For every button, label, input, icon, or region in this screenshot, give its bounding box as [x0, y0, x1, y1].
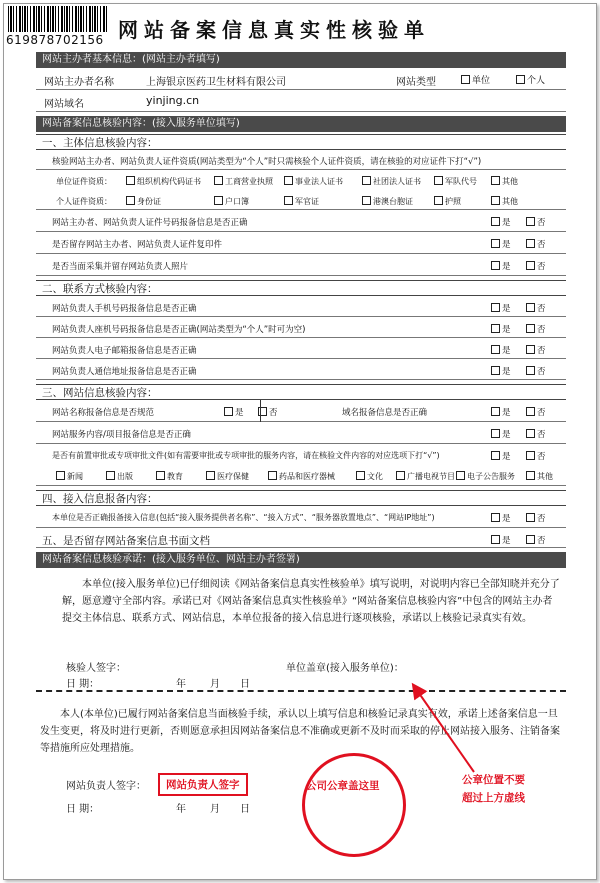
person-opt-1-label: 户口簿: [225, 197, 249, 206]
no-label: 否: [537, 452, 546, 462]
approval-opt-2-label: 教育: [167, 472, 183, 481]
section-commitment-header: 网站备案信息核验承诺：(接入服务单位、网站主办者签署): [36, 552, 566, 568]
part2-q1: 网站负责人手机号码报备信息是否正确: [52, 304, 197, 314]
part1-title: 一、主体信息核验内容：: [36, 134, 566, 150]
person-opt-2-label: 军官证: [295, 197, 319, 206]
unit-opt-4-label: 军队代号: [445, 177, 477, 186]
verifier-signature-label: 核验人签字：: [66, 663, 126, 674]
yes-label: 是: [502, 262, 511, 272]
note-line-2: 超过上方虚线: [462, 792, 525, 804]
part2-title: 二、联系方式核验内容：: [36, 280, 566, 296]
yes-label: 是: [235, 408, 244, 418]
person-opt-0-label: 身份证: [137, 197, 161, 206]
unit-opt-5-label: 其他: [502, 177, 518, 186]
sponsor-name-label: 网站主办者名称: [44, 77, 114, 88]
approval-opt-1-label: 出版: [117, 472, 133, 481]
person-opt-5-label: 其他: [502, 197, 518, 206]
part3-title: 三、网站信息核验内容：: [36, 384, 566, 400]
day-label-1: 日: [240, 679, 250, 690]
yes-label: 是: [502, 536, 511, 546]
domain-label: 网站域名: [44, 99, 84, 110]
yes-label: 是: [502, 325, 511, 335]
no-label: 否: [537, 346, 546, 356]
person-credentials-label: 个人证件资质：: [56, 197, 112, 206]
part4-title: 四、接入信息报备内容：: [36, 490, 566, 506]
no-label: 否: [537, 325, 546, 335]
owner-signature-hint: 网站负责人签字: [166, 779, 240, 791]
person-opt-3-label: 港澳台胞证: [373, 197, 413, 206]
date-label-2: 日 期：: [66, 804, 100, 815]
part3-q1b: 域名报备信息是否正确: [342, 408, 428, 418]
year-label-2: 年: [176, 804, 186, 815]
yes-label: 是: [502, 452, 511, 462]
yes-label: 是: [502, 430, 511, 440]
unit-credentials-label: 单位证件资质：: [56, 177, 112, 186]
no-label: 否: [537, 408, 546, 418]
yes-label: 是: [502, 218, 511, 228]
approval-opt-4-label: 药品和医疗器械: [279, 472, 335, 481]
part2-q4: 网站负责人通信地址报备信息是否正确: [52, 367, 197, 377]
person-opt-4-label: 护照: [445, 197, 461, 206]
yes-label: 是: [502, 367, 511, 377]
part1-q3: 是否留存网站主办者、网站负责人证件复印件: [52, 240, 223, 250]
date-label-1: 日 期：: [66, 679, 100, 690]
barcode-number: 619878702156: [6, 33, 104, 47]
approval-opt-7-label: 电子公告服务: [467, 472, 515, 481]
site-type-person-label: 个人: [527, 76, 546, 86]
part1-q2: 网站主办者、网站负责人证件号码报备信息是否正确: [52, 218, 248, 228]
unit-opt-3-label: 社团法人证书: [373, 177, 421, 186]
day-label-2: 日: [240, 804, 250, 815]
approval-opt-8-label: 其他: [537, 472, 553, 481]
part3-q2: 网站服务内容/项目报备信息是否正确: [52, 430, 191, 440]
no-label: 否: [537, 218, 546, 228]
part2-q3: 网站负责人电子邮箱报备信息是否正确: [52, 346, 197, 356]
yes-label: 是: [502, 408, 511, 418]
part2-q2: 网站负责人座机号码报备信息是否正确(网站类型为“个人”时可为空): [52, 325, 306, 335]
part1-q4: 是否当面采集并留存网站负责人照片: [52, 262, 189, 272]
month-label-2: 月: [210, 804, 220, 815]
seal-hint: 公司公章盖这里: [306, 780, 380, 792]
no-label: 否: [537, 304, 546, 314]
arrow-icon: [414, 686, 474, 772]
site-type-unit-label: 单位: [472, 76, 491, 86]
unit-stamp-label: 单位盖章(接入服务单位)：: [286, 663, 404, 674]
no-label: 否: [537, 240, 546, 250]
yes-label: 是: [502, 240, 511, 250]
approval-opt-0-label: 新闻: [67, 472, 83, 481]
sponsor-name-value: 上海银京医药卫生材料有限公司: [146, 77, 286, 88]
commitment-paragraph-1: 本单位(接入服务单位)已仔细阅读《网站备案信息真实性核验单》填写说明，对说明内容已全部知晓并充分了解，愿意遵守全部内容。承诺已对《网站备案信息真实性核验单》“网站备案信息核验内容”中包含的网站主办者提交主体信息、联系方式、网站信息，本单位报备的接入信息进行逐项核验，承诺以上核验记录真实有效。: [62, 579, 560, 624]
month-label-1: 月: [210, 679, 220, 690]
site-type-label: 网站类型: [396, 77, 436, 88]
approval-opt-3-label: 医疗保健: [217, 472, 249, 481]
part1-q1: 核验网站主办者、网站负责人证件资质(网站类型为“个人”时只需核验个人证件资质，请在核验的对应证件下打“√”): [52, 157, 482, 167]
section-verify-header: 网站备案信息核验内容：(接入服务单位填写): [36, 116, 566, 132]
domain-value: yinjing.cn: [146, 94, 200, 107]
no-label: 否: [269, 408, 278, 418]
part3-q3: 是否有前置审批或专项审批文件(如有需要审批或专项审批的服务内容，请在核验文件内容的对应选项下打“√”): [52, 451, 440, 460]
no-label: 否: [537, 367, 546, 377]
yes-label: 是: [502, 514, 511, 524]
unit-opt-2-label: 事业法人证书: [295, 177, 343, 186]
year-label-1: 年: [176, 679, 186, 690]
yes-label: 是: [502, 304, 511, 314]
part3-q1: 网站名称报备信息是否规范: [52, 408, 155, 418]
section-sponsor-info-header: 网站主办者基本信息：(网站主办者填写): [36, 52, 566, 68]
approval-opt-6-label: 广播电视节目: [407, 472, 455, 481]
part5-title: 五、是否留存网站备案信息书面文档: [42, 535, 210, 547]
form-title: 网站备案信息真实性核验单: [118, 18, 430, 42]
commitment-paragraph-2: 本人(本单位)已履行网站备案信息当面核验手续，承认以上填写信息和核验记录真实有效，承诺上述备案信息一旦发生变更，将及时进行更新，否则愿意承担因网站备案信息不准确或更新不及时而采取的停止网站接入服务、注销备案等措施所应处理措施。: [40, 709, 560, 754]
no-label: 否: [537, 430, 546, 440]
note-line-1: 公章位置不要: [462, 774, 525, 786]
no-label: 否: [537, 262, 546, 272]
unit-opt-0-label: 组织机构代码证书: [137, 177, 201, 186]
approval-opt-5-label: 文化: [367, 472, 383, 481]
owner-signature-label: 网站负责人签字：: [66, 781, 146, 792]
unit-opt-1-label: 工商营业执照: [225, 177, 273, 186]
yes-label: 是: [502, 346, 511, 356]
part4-q1: 本单位是否正确报备接入信息(包括“接入服务提供者名称”、“接入方式”、“服务器放置地点”、“网站IP地址”): [52, 513, 435, 522]
no-label: 否: [537, 514, 546, 524]
no-label: 否: [537, 536, 546, 546]
